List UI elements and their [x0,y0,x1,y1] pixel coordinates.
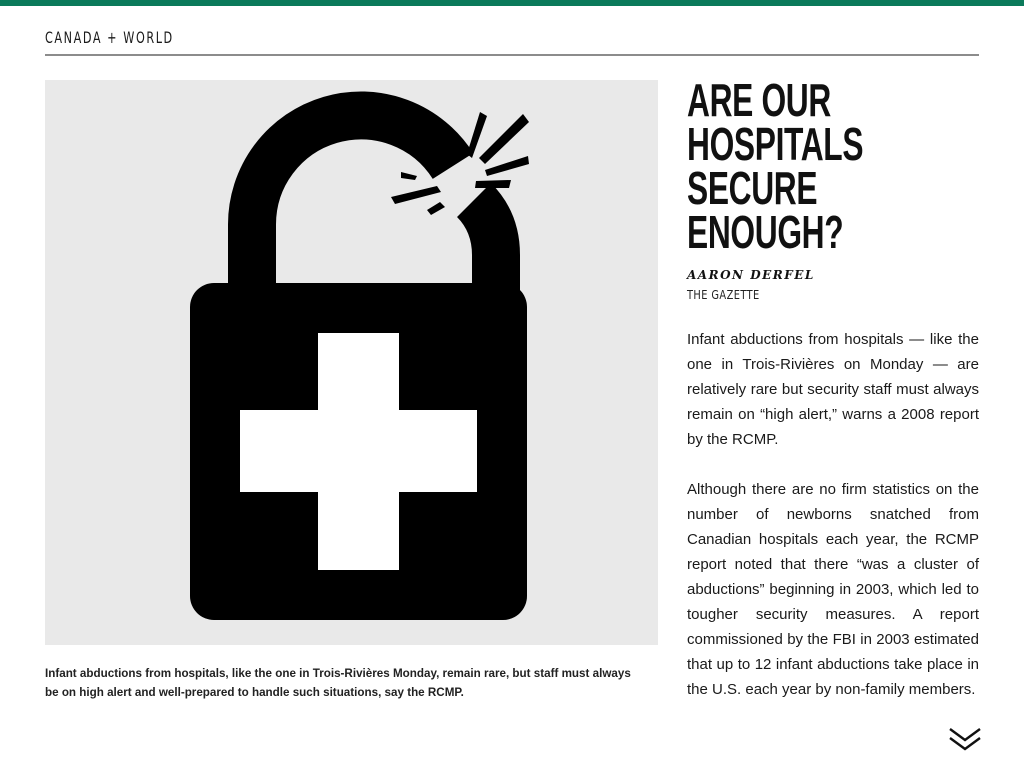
padlock-shackle [252,115,453,290]
author-byline: AARON DERFEL [687,268,815,282]
article-paragraph: Infant abductions from hospitals — like the one in Trois-Rivières on Monday — are relatively rare but security staff must always remain on “high alert,” warns a 2008 report by the RCMP. [687,331,979,448]
break-spark [427,202,445,215]
section-label[interactable]: CANADA + WORLD [45,28,174,47]
medical-cross-horizontal [240,410,477,492]
article-body [687,327,979,727]
article-illustration [45,80,658,645]
double-chevron-down-icon[interactable] [948,725,982,753]
top-accent-bar [0,0,1024,6]
publication-name: THE GAZETTE [687,288,760,302]
break-spark [479,114,529,164]
image-caption: Infant abductions from hospitals, like the one in Trois-Rivières Monday, remain rare, but staff must always be on high alert and well-prepared to handle such situations, say the RCMP. [45,666,631,699]
break-spark [467,112,487,158]
padlock-shackle-broken-end [474,200,496,290]
break-spark [485,156,529,176]
break-spark [401,172,417,180]
section-header [45,26,979,56]
broken-padlock-with-medical-cross-icon [45,80,658,645]
article-headline: ARE OUR HOSPITALS SECURE ENOUGH? [687,74,864,258]
break-spark [391,186,441,204]
article-paragraph: Although there are no firm statistics on the number of newborns snatched from Canadian hospitals each year, the RCMP report noted that there “was a cluster of abductions” beginning in 2003, which led to tougher security measures. A report commissioned by the FBI in 2003 estimated that up to 12 infant abductions take place in the U.S. each year by non-family members. [687,481,979,698]
break-spark [475,180,511,188]
